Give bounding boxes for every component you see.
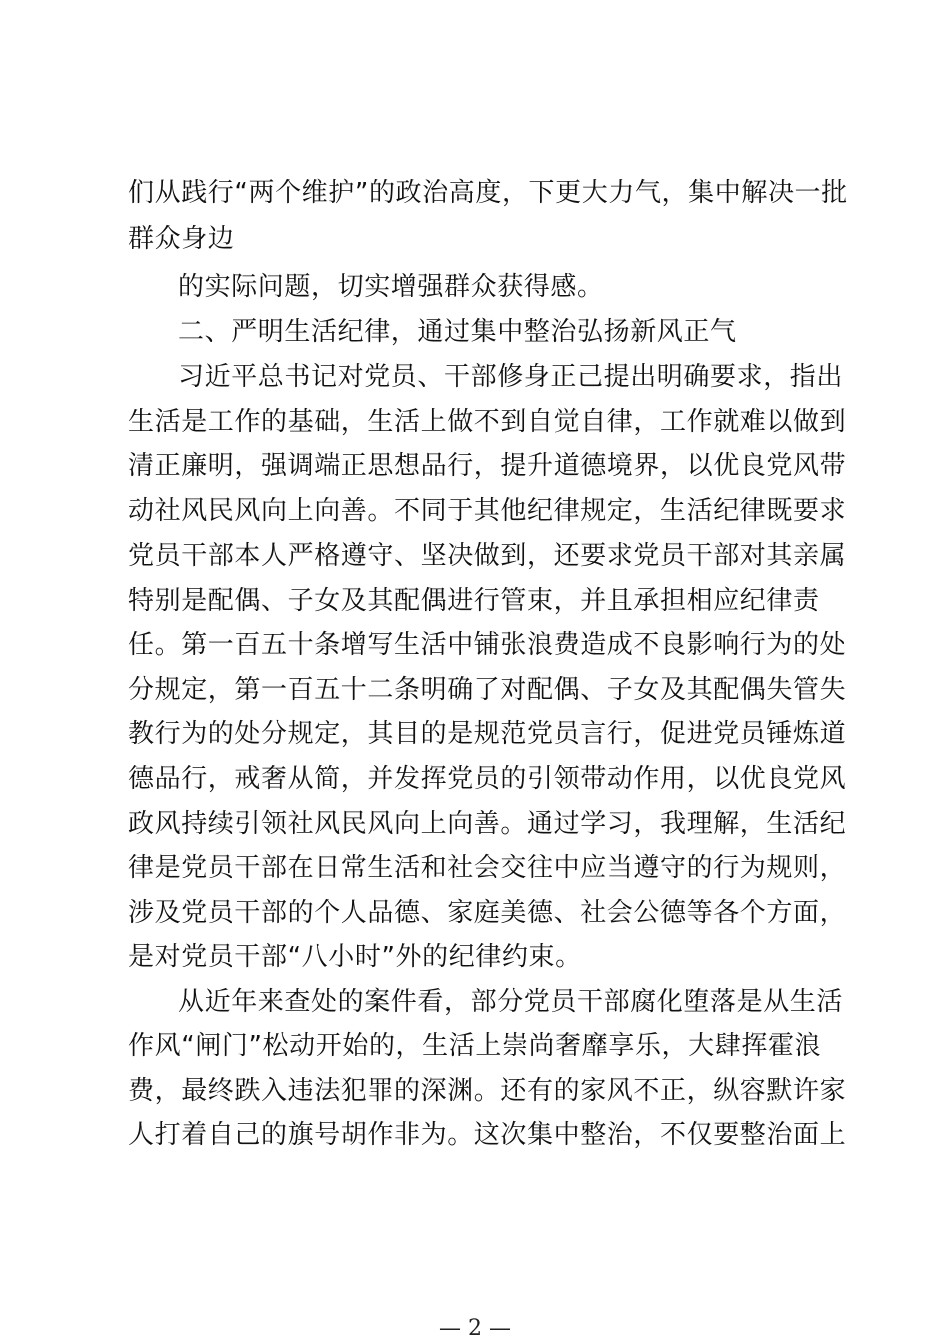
body-text-line: 生活是工作的基础，生活上做不到自觉自律，工作就难以做到	[128, 407, 847, 437]
body-text-line: 群众身边	[128, 224, 235, 254]
body-text-line: 教行为的处分规定，其目的是规范党员言行，促进党员锤炼道	[128, 719, 847, 749]
body-text-line: 分规定，第一百五十二条明确了对配偶、子女及其配偶失管失	[128, 675, 847, 705]
body-text-line: 德品行，戒奢从简，并发挥党员的引领带动作用，以优良党风	[128, 764, 847, 794]
body-text-line: 任。第一百五十条增写生活中铺张浪费造成不良影响行为的处	[128, 630, 847, 660]
body-text-line: 涉及党员干部的个人品德、家庭美德、社会公德等各个方面，	[128, 898, 847, 928]
body-text-line: 律是党员干部在日常生活和社会交往中应当遵守的行为规则，	[128, 853, 847, 883]
body-text-line: 费，最终跌入违法犯罪的深渊。还有的家风不正，纵容默许家	[128, 1076, 847, 1106]
body-text-line: 们从践行“两个维护”的政治高度，下更大力气，集中解决一批	[128, 178, 848, 208]
body-text-line: 作风“闸门”松动开始的，生活上崇尚奢靡享乐，大肆挥霍浪	[128, 1031, 822, 1061]
body-text-line: 清正廉明，强调端正思想品行，提升道德境界，以优良党风带	[128, 451, 847, 481]
page-number: — 2 —	[439, 1316, 511, 1341]
body-text-line: 特别是配偶、子女及其配偶进行管束，并且承担相应纪律责	[128, 586, 820, 616]
body-text-line: 的实际问题，切实增强群众获得感。	[178, 272, 604, 302]
body-text-line: 是对党员干部“八小时”外的纪律约束。	[128, 942, 582, 972]
body-text-line: 党员干部本人严格遵守、坚决做到，还要求党员干部对其亲属	[128, 541, 847, 571]
body-text-line: 习近平总书记对党员、干部修身正己提出明确要求，指出	[178, 362, 844, 392]
body-text-line: 动社风民风向上向善。不同于其他纪律规定，生活纪律既要求	[128, 496, 847, 526]
section-heading: 二、严明生活纪律，通过集中整治弘扬新风正气	[178, 317, 737, 347]
body-text-line: 从近年来查处的案件看，部分党员干部腐化堕落是从生活	[178, 987, 844, 1017]
body-text-line: 人打着自己的旗号胡作非为。这次集中整治，不仅要整治面上	[128, 1120, 847, 1150]
body-text-line: 政风持续引领社风民风向上向善。通过学习，我理解，生活纪	[128, 809, 847, 839]
